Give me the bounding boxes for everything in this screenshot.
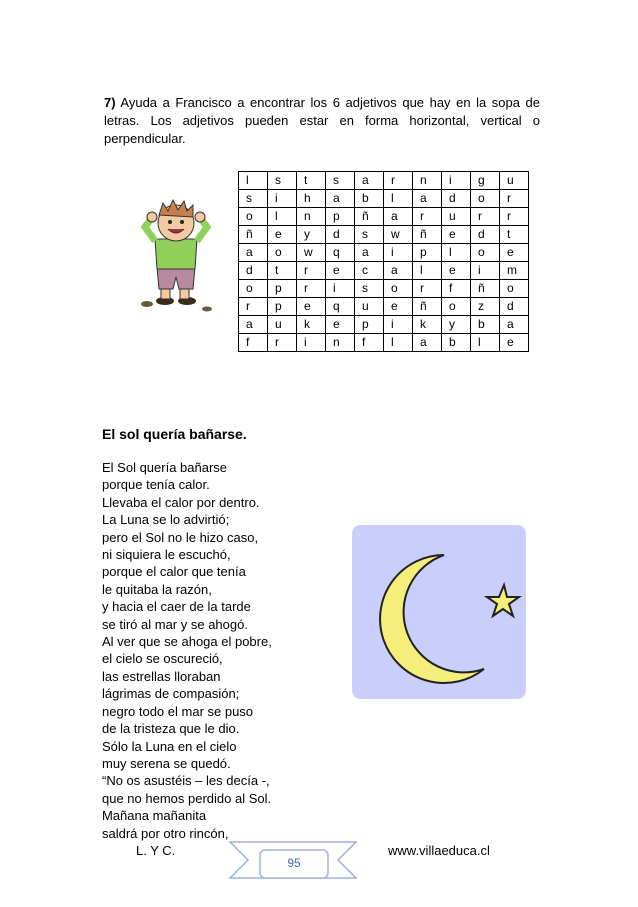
grid-cell: e (500, 244, 529, 262)
grid-cell: ñ (239, 226, 268, 244)
grid-cell: l (442, 244, 471, 262)
grid-row (239, 316, 529, 334)
grid-cell: e (384, 298, 413, 316)
poem-title: El sol quería bañarse. (102, 426, 247, 442)
poem-line: “No os asustéis – les decía -, (102, 773, 270, 789)
grid-cell: o (471, 190, 500, 208)
grid-cell: t (297, 172, 326, 190)
grid-cell: r (500, 208, 529, 226)
grid-cell: d (471, 226, 500, 244)
grid-cell: r (413, 208, 442, 226)
grid-cell: w (297, 244, 326, 262)
grid-cell: r (239, 298, 268, 316)
grid-cell: o (442, 298, 471, 316)
grid-cell: b (442, 334, 471, 352)
poem-line: saldrá por otro rincón, (102, 825, 229, 841)
poem-line: de la tristeza que le dio. (102, 721, 240, 737)
poem-line: pero el Sol no le hizo caso, (102, 529, 259, 545)
grid-cell: e (442, 262, 471, 280)
grid-cell: b (471, 316, 500, 334)
grid-cell: y (442, 316, 471, 334)
page-number: 95 (287, 856, 301, 870)
grid-cell: r (268, 334, 297, 352)
grid-row (239, 298, 529, 316)
poem-line: las estrellas lloraban (102, 668, 221, 684)
grid-cell: a (384, 208, 413, 226)
grid-cell: a (500, 316, 529, 334)
grid-cell: o (471, 244, 500, 262)
grid-row (239, 244, 529, 262)
grid-cell: u (500, 172, 529, 190)
grid-cell: n (297, 208, 326, 226)
grid-cell: p (355, 316, 384, 334)
grid-cell: r (500, 190, 529, 208)
grid-cell: a (239, 244, 268, 262)
grid-cell: p (268, 280, 297, 298)
grid-cell: a (239, 316, 268, 334)
grid-cell: o (239, 208, 268, 226)
grid-cell: s (326, 172, 355, 190)
grid-cell: d (500, 298, 529, 316)
grid-cell: k (297, 316, 326, 334)
poem-line: muy serena se quedó. (102, 755, 231, 771)
grid-cell: s (239, 190, 268, 208)
grid-cell: o (239, 280, 268, 298)
grid-cell: c (355, 262, 384, 280)
grid-cell: e (500, 334, 529, 352)
grid-cell: y (297, 226, 326, 244)
grid-cell: i (471, 262, 500, 280)
grid-cell: a (384, 262, 413, 280)
grid-row (239, 190, 529, 208)
grid-cell: m (500, 262, 529, 280)
poem-line: el cielo se oscureció, (102, 651, 223, 667)
exercise-number: 7) (104, 95, 116, 110)
grid-cell: l (268, 208, 297, 226)
footer-left: L. Y C. (136, 843, 176, 858)
grid-cell: ñ (413, 226, 442, 244)
grid-cell: q (326, 298, 355, 316)
poem-line: Llevaba el calor por dentro. (102, 494, 260, 510)
grid-cell: e (297, 298, 326, 316)
poem-line: Al ver que se ahoga el pobre, (102, 634, 272, 650)
poem-line: ni siquiera le escuchó, (102, 547, 231, 563)
grid-cell: f (355, 334, 384, 352)
grid-cell: l (413, 262, 442, 280)
poem-line: lágrimas de compasión; (102, 686, 240, 702)
poem-line: negro todo el mar se puso (102, 703, 254, 719)
grid-cell: i (297, 334, 326, 352)
grid-cell: l (384, 334, 413, 352)
grid-cell: a (355, 244, 384, 262)
grid-cell: d (239, 262, 268, 280)
grid-cell: o (384, 280, 413, 298)
grid-cell: i (326, 280, 355, 298)
grid-cell: t (268, 262, 297, 280)
poem-line: le quitaba la razón, (102, 581, 212, 597)
poem-line: La Luna se lo advirtió; (102, 512, 230, 528)
word-search-grid (238, 171, 529, 352)
grid-cell: p (268, 298, 297, 316)
grid-cell: p (326, 208, 355, 226)
grid-cell: a (355, 172, 384, 190)
grid-cell: o (268, 244, 297, 262)
grid-row (239, 208, 529, 226)
grid-cell: l (384, 190, 413, 208)
poem-line: El Sol quería bañarse (102, 460, 228, 475)
grid-cell: s (268, 172, 297, 190)
grid-cell: l (239, 172, 268, 190)
grid-cell: ñ (413, 298, 442, 316)
grid-cell: r (384, 172, 413, 190)
grid-cell: z (471, 298, 500, 316)
grid-cell: h (297, 190, 326, 208)
grid-cell: g (471, 172, 500, 190)
grid-cell: s (355, 226, 384, 244)
poem-line: Mañana mañanita (102, 808, 207, 824)
grid-cell: r (413, 280, 442, 298)
moon-star-illustration (348, 521, 530, 703)
poem-line: porque tenía calor. (102, 477, 210, 493)
grid-cell: e (268, 226, 297, 244)
grid-row (239, 262, 529, 280)
poem-line: y hacia el caer de la tarde (102, 599, 251, 615)
exercise-text: Ayuda a Francisco a encontrar los 6 adjetivos que hay en la sopa de letras. Los adjetivos pueden estar en forma horizontal, vertical o perpendicular. (104, 95, 540, 146)
grid-cell: u (268, 316, 297, 334)
grid-cell: i (384, 244, 413, 262)
grid-cell: e (326, 316, 355, 334)
grid-row (239, 280, 529, 298)
poem-body (102, 459, 272, 842)
grid-cell: p (413, 244, 442, 262)
grid-cell: d (442, 190, 471, 208)
boy-illustration (133, 197, 223, 317)
grid-cell: u (355, 298, 384, 316)
grid-cell: f (239, 334, 268, 352)
grid-cell: i (384, 316, 413, 334)
grid-cell: e (442, 226, 471, 244)
grid-cell: o (500, 280, 529, 298)
grid-cell: u (442, 208, 471, 226)
grid-cell: s (355, 280, 384, 298)
grid-cell: i (442, 172, 471, 190)
grid-cell: t (500, 226, 529, 244)
grid-cell: k (413, 316, 442, 334)
grid-cell: e (326, 262, 355, 280)
grid-cell: d (326, 226, 355, 244)
grid-cell: f (442, 280, 471, 298)
exercise-instructions (104, 94, 540, 148)
poem-line: porque el calor que tenía (102, 564, 246, 580)
poem-line: que no hemos perdido al Sol. (102, 790, 272, 806)
grid-cell: a (413, 334, 442, 352)
grid-cell: l (471, 334, 500, 352)
grid-cell: q (326, 244, 355, 262)
grid-cell: ñ (355, 208, 384, 226)
grid-row (239, 334, 529, 352)
grid-row (239, 226, 529, 244)
poem-line: Sólo la Luna en el cielo (102, 738, 237, 754)
grid-cell: ñ (471, 280, 500, 298)
grid-cell: r (297, 280, 326, 298)
footer-url: www.villaeduca.cl (388, 843, 490, 858)
grid-cell: a (326, 190, 355, 208)
grid-cell: r (471, 208, 500, 226)
grid-cell: b (355, 190, 384, 208)
grid-cell: r (297, 262, 326, 280)
poem-line: se tiró al mar y se ahogó. (102, 616, 248, 632)
grid-cell: i (268, 190, 297, 208)
grid-cell: n (326, 334, 355, 352)
grid-cell: n (413, 172, 442, 190)
grid-cell: w (384, 226, 413, 244)
grid-cell: a (413, 190, 442, 208)
grid-row (239, 172, 529, 190)
